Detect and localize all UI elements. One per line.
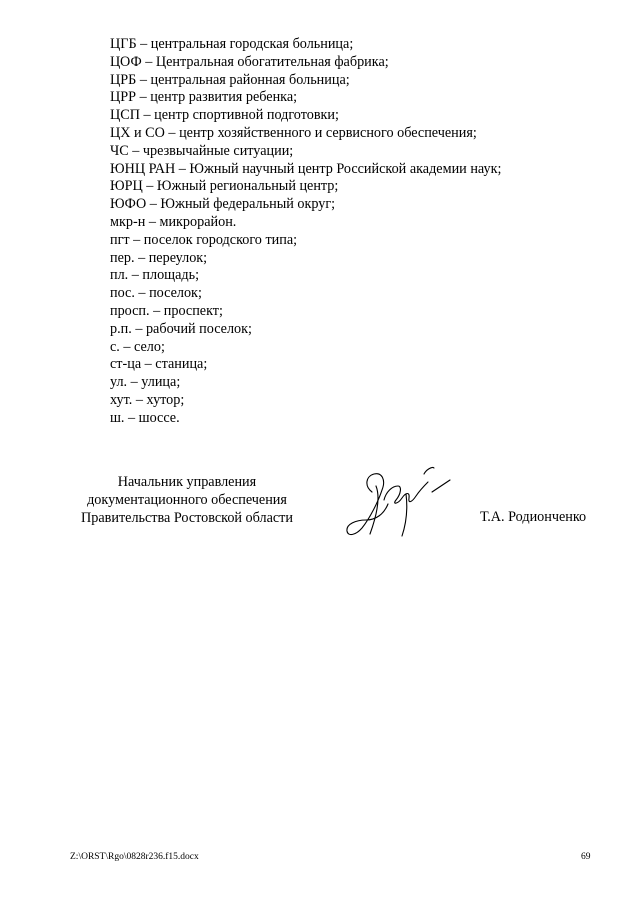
- abbreviation-item: просп. – проспект;: [110, 302, 223, 319]
- abbreviation-item: ЧС – чрезвычайные ситуации;: [110, 142, 294, 159]
- page-number: 69: [581, 852, 591, 862]
- abbreviation-item: пгт – поселок городского типа;: [110, 231, 298, 248]
- signatory-title-line: документационного обеспечения: [87, 492, 287, 509]
- abbreviation-item: ЮРЦ – Южный региональный центр;: [110, 178, 339, 195]
- abbreviation-item: р.п. – рабочий поселок;: [110, 320, 252, 337]
- handwritten-signature: [336, 456, 456, 546]
- abbreviation-item: ЦГБ – центральная городская больница;: [110, 36, 354, 52]
- abbreviation-item: ЮНЦ РАН – Южный научный центр Российской академии наук;: [110, 160, 502, 177]
- abbreviation-item: ЦРР – центр развития ребенка;: [110, 89, 298, 106]
- abbreviation-item: мкр-н – микрорайон.: [110, 213, 237, 230]
- abbreviation-item: пос. – поселок;: [110, 285, 202, 302]
- abbreviation-item: ЦРБ – центральная районная больница;: [110, 71, 350, 88]
- abbreviation-item: ЦСП – центр спортивной подготовки;: [110, 107, 339, 124]
- file-path: Z:\ORST\Rgo\0828r236.f15.docx: [70, 852, 199, 862]
- abbreviation-item: ЦОФ – Центральная обогатительная фабрика;: [110, 53, 389, 70]
- abbreviation-item: ст-ца – станица;: [110, 356, 208, 373]
- abbreviation-item: с. – село;: [110, 338, 165, 355]
- signatory-title: [58, 473, 316, 528]
- abbreviation-item: ЮФО – Южный федеральный округ;: [110, 196, 336, 213]
- abbreviation-item: ЦХ и СО – центр хозяйственного и сервисного обеспечения;: [110, 124, 477, 141]
- abbreviation-item: ул. – улица;: [110, 374, 181, 391]
- abbreviation-item: ш. – шоссе.: [110, 409, 180, 426]
- signatory-title-line: Правительства Ростовской области: [81, 510, 293, 527]
- signatory-name: Т.А. Родионченко: [480, 509, 587, 525]
- abbreviation-list: [110, 36, 590, 428]
- signatory-title-line: Начальник управления: [117, 474, 257, 490]
- abbreviation-item: пер. – переулок;: [110, 249, 208, 266]
- abbreviation-item: пл. – площадь;: [110, 267, 200, 284]
- abbreviation-item: хут. – хутор;: [110, 391, 185, 408]
